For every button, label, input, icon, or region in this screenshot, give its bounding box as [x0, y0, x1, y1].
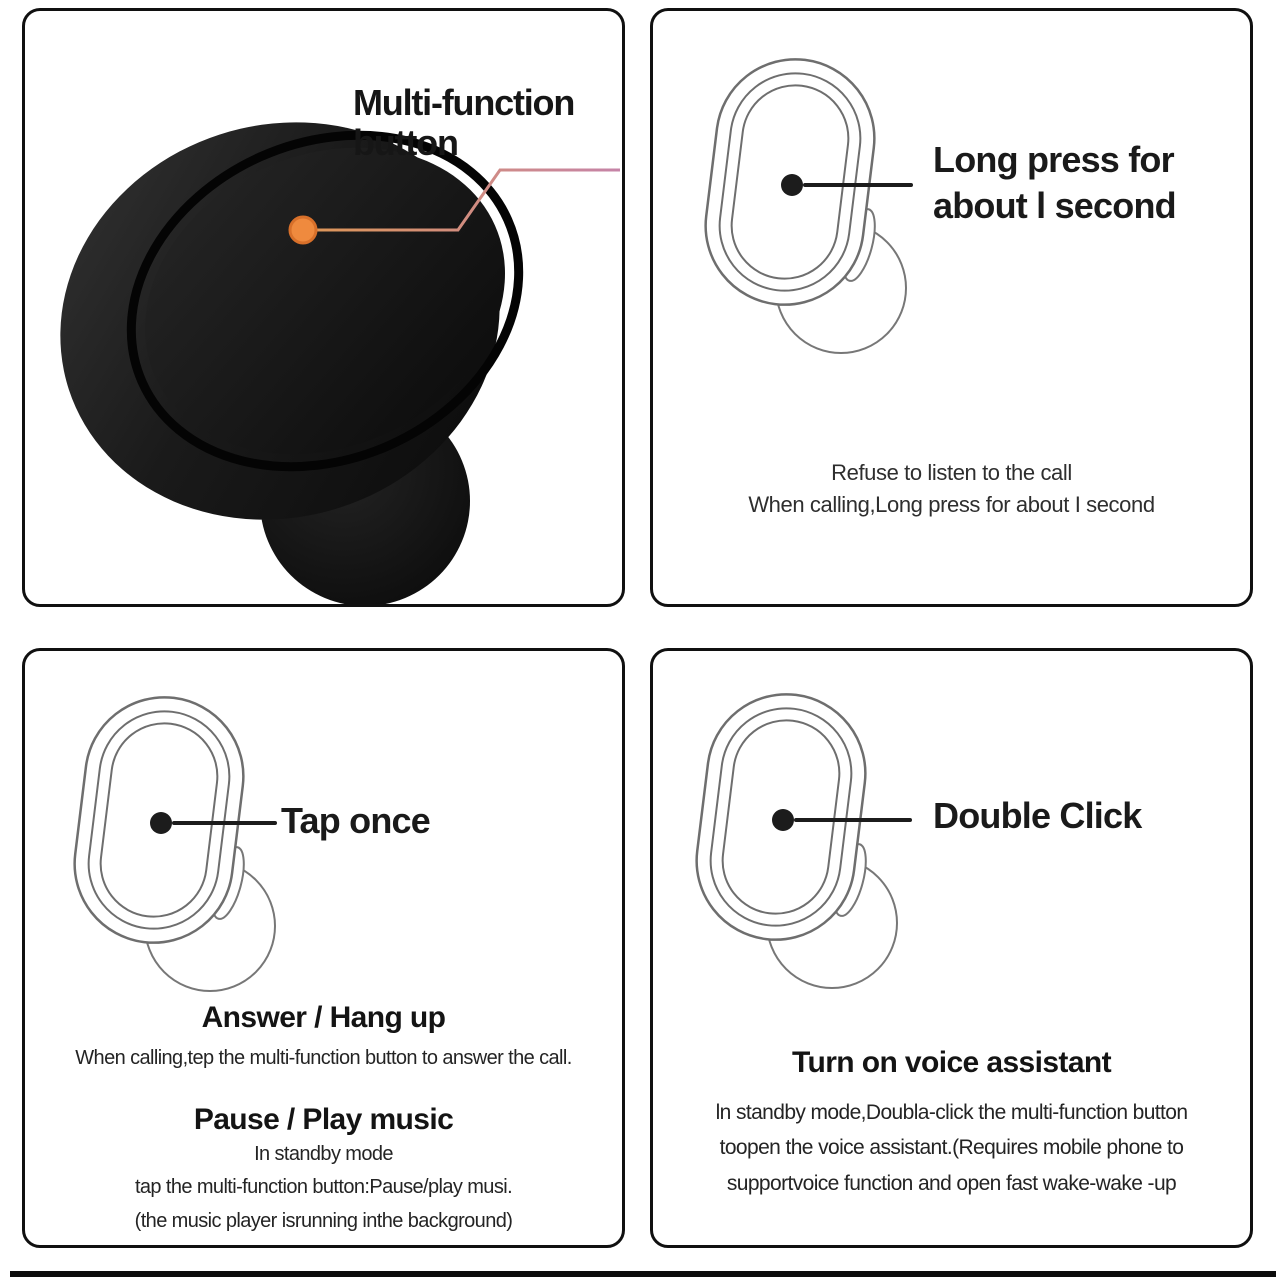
button-dot-icon — [781, 174, 803, 196]
photo-heading-line2: button — [353, 122, 458, 163]
bottom-divider-bar — [10, 1271, 1276, 1277]
long-press-body-line2: When calling,Long press for about I second — [748, 492, 1155, 517]
voice-assistant-line2: toopen the voice assistant.(Requires mobile phone to — [719, 1136, 1184, 1159]
tap-once-heading: Tap once — [281, 800, 430, 841]
long-press-body — [653, 457, 1250, 521]
voice-assistant-title: Turn on voice assistant — [791, 1046, 1112, 1079]
photo-panel-heading — [353, 83, 574, 163]
pause-play-line1: In standby mode — [254, 1143, 393, 1165]
photo-heading-line1: Multi-function — [353, 82, 575, 123]
earbud-outline-icon — [70, 693, 300, 1003]
panel-tap-once — [22, 648, 625, 1248]
pause-play-line2: tap the multi-function button:Pause/play musi. — [134, 1176, 513, 1198]
multi-function-dot-icon — [290, 217, 316, 243]
long-press-body-line1: Refuse to listen to the call — [831, 460, 1072, 485]
pause-play-title: Pause / Play music — [193, 1103, 454, 1136]
voice-assistant-line3: supportvoice function and open fast wake-wake -up — [726, 1172, 1177, 1195]
long-press-heading — [933, 137, 1176, 229]
long-press-heading-line2: about l second — [933, 185, 1176, 226]
earbud-outline-icon — [692, 690, 922, 1000]
answer-hangup-body: When calling,tep the multi-function button to answer the call. — [75, 1047, 572, 1069]
answer-hangup-title: Answer / Hang up — [201, 1001, 446, 1034]
panel-long-press — [650, 8, 1253, 607]
long-press-heading-line1: Long press for — [933, 139, 1174, 180]
button-dot-icon — [772, 809, 794, 831]
voice-assistant-line1: ln standby mode,Doubla-click the multi-function button — [715, 1101, 1188, 1124]
button-dot-icon — [150, 812, 172, 834]
pointer-line — [172, 821, 277, 825]
pointer-line — [794, 818, 912, 822]
double-click-heading: Double Click — [933, 795, 1142, 836]
pause-play-line3: (the music player isrunning inthe background) — [134, 1210, 513, 1232]
panel-double-click — [650, 648, 1253, 1248]
panel-multi-function-photo — [22, 8, 625, 607]
earbud-outline-icon — [701, 55, 931, 365]
pointer-line — [803, 183, 913, 187]
